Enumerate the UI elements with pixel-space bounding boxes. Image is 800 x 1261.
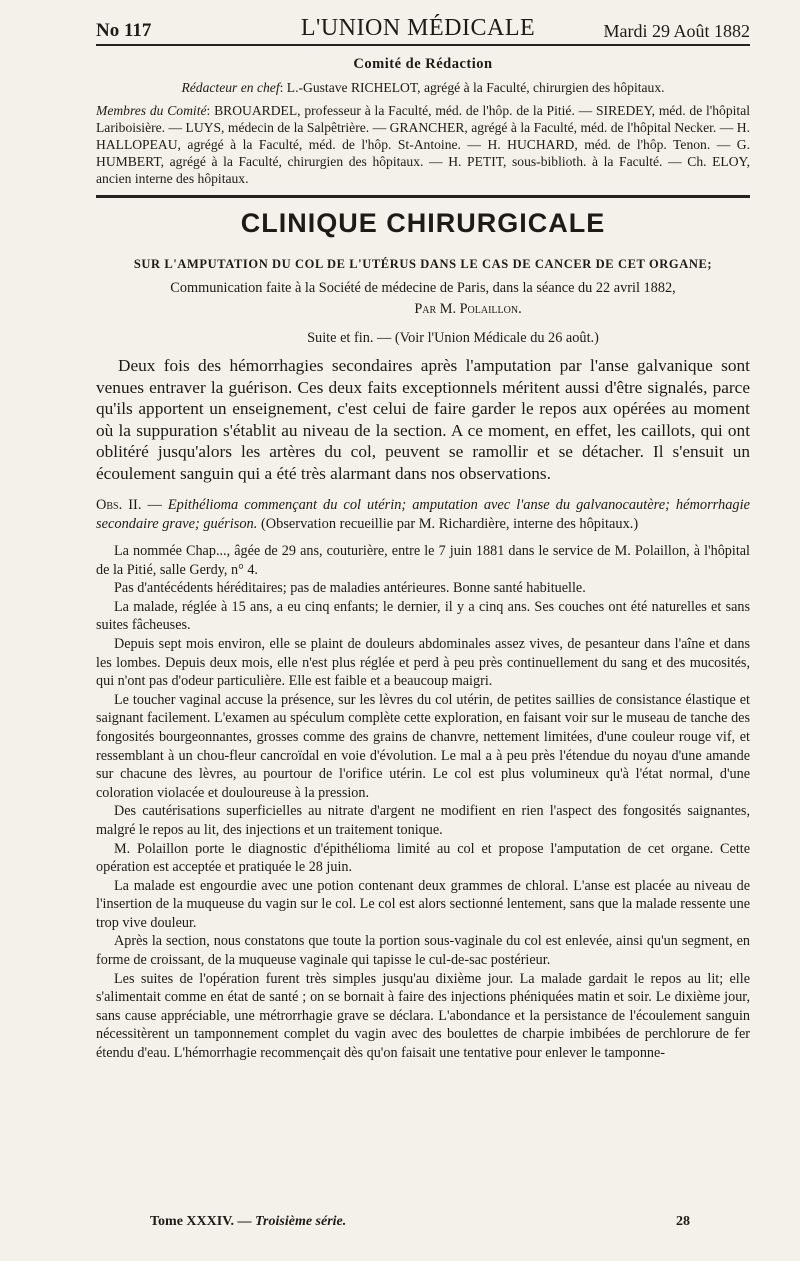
committee-members [96, 102, 750, 187]
section-title: CLINIQUE CHIRURGICALE [240, 208, 606, 238]
committee-members-text: : BROUARDEL, professeur à la Faculté, méd. de l'hôp. de la Pitié. — SIREDEY, méd. de l'hôpital Lariboisière. — LUYS, médecin de la Salpêtrière. — GRANCHER, agrégé à la Faculté, méd. de l'hôpital Necker. — H. HALLOPEAU, agrégé à la Faculté, méd. de l'hôp. St-Antoine. — H. HUCHARD, méd. de l'hôp. Tenon. — G. HUMBERT, agrégé à la Faculté, chirurgien des hôpitaux. — H. PETIT, sous-biblioth. à la Faculté. — Ch. ELOY, ancien interne des hôpitaux. [96, 103, 750, 186]
issue-number: No 117 [96, 20, 152, 41]
journal-title: L'UNION MÉDICALE [300, 15, 536, 41]
observation-title-rest: (Observation recueillie par M. Richardière, interne des hôpitaux.) [260, 516, 639, 532]
page-number: 28 [676, 1214, 690, 1229]
article-headline: SUR L'AMPUTATION DU COL DE L'UTÉRUS DANS LE CAS DE CANCER DE CET ORGANE; [133, 257, 713, 271]
issue-date: Mardi 29 Août 1882 [603, 21, 750, 41]
footer-volume [150, 1214, 346, 1230]
editor-in-chief-label: Rédacteur en chef [181, 80, 280, 95]
body-paragraph: Le toucher vaginal accuse la présence, sur les lèvres du col utérin, de petites saillies de consistance élastique et saignant facilement. L'examen au spéculum complète cette exploration, en faisant voir sur le museau de tanche des fongosités bourgeonnantes, grosses comme des grains de chanvre, nettement limitées, d'une couleur rouge vif, et ressemblant à un chou-fleur cancroïdal en voie d'évolution. Le mal a à peu près l'étendue du noyau d'une amande sur chacune des lèvres, au pourtour de l'orifice utérin. Le col est plus volumineux qu'à l'état normal, d'une coloration violacée et douloureuse à la pression. [96, 691, 750, 801]
lead-paragraph: Deux fois des hémorrhagies secondaires après l'amputation par l'anse galvanique sont venues entraver la guérison. Ces deux faits exceptionnels méritent aussi d'être signalés, parce qu'ils apportent un enseignement, c'est celui de faire garder le repos aux opérées au moment où la suppuration s'établit au niveau de la section. A ce moment, en effet, les caillots, qui ont oblitéré jusqu'alors les artères du col, peuvent se ramollir et se détacher. Il s'ensuit un écoulement sanguin qui a été très alarmant dans nos observations. [96, 356, 750, 483]
footer-series: Troisième série. [255, 1214, 347, 1229]
article-continuation-note: Suite et fin. — (Voir l'Union Médicale du 26 août.) [307, 330, 599, 346]
footer-tome: Tome XXXIV. — [150, 1214, 252, 1229]
body-paragraph: La malade, réglée à 15 ans, a eu cinq enfants; le dernier, il y a cinq ans. Ses couches ont été naturelles et sans suites fâcheuses. [96, 598, 750, 634]
editor-in-chief-text: : L.-Gustave RICHELOT, agrégé à la Faculté, chirurgien des hôpitaux. [279, 80, 665, 95]
masthead [96, 12, 750, 46]
observation-title [96, 496, 750, 534]
committee-members-label: Membres du Comité [96, 103, 207, 118]
body-paragraph: Les suites de l'opération furent très simples jusqu'au dixième jour. La malade gardait le repos au lit; elle s'alimentait comme en état de santé ; on se bornait à faire des injections phéniquées matin et soir. Le dixième jour, sans cause appréciable, une métrorrhagie grave se déclara. L'abondance et la persistance de l'écoulement sanguin nécessitèrent un tamponnement complet du vagin avec des boulettes de charpie imbibées de perchlorure de fer étendu d'eau. L'hémorrhagie recommençait dès qu'on faisait une tentative pour enlever le tamponne- [96, 970, 750, 1062]
body-paragraph: Pas d'antécédents héréditaires; pas de maladies antérieures. Bonne santé habituelle. [114, 580, 586, 597]
editorial-committee [96, 56, 750, 187]
body-paragraph: La nommée Chap..., âgée de 29 ans, couturière, entre le 7 juin 1881 dans le service de M. Polaillon, à l'hôpital de la Pitié, salle Gerdy, n° 4. [96, 543, 750, 578]
article-communication: Communication faite à la Société de médecine de Paris, dans la séance du 22 avril 1882, [170, 280, 676, 296]
observation-label: Obs. II. — [96, 497, 162, 513]
lead-section [96, 355, 750, 484]
observation-title-italic: Epithélioma commençant du col utérin; amputation avec l'anse du galvanocautère; hémorrhagie secondaire grave; guérison. [96, 497, 750, 532]
body-paragraph: M. Polaillon porte le diagnostic d'épithélioma limité au col et propose l'amputation de cet organe. Cette opération est acceptée et pratiquée le 28 juin. [96, 840, 750, 876]
body-paragraph: Après la section, nous constatons que toute la portion sous-vaginale du col est enlevée, ainsi qu'un segment, en forme de croissant, de la muqueuse vaginale qui tapisse le cul-de-sac postérieur. [96, 933, 750, 969]
body-paragraph: La malade est engourdie avec une potion contenant deux grammes de chloral. L'anse est placée au niveau de l'insertion de la muqueuse du vagin sur le col. Le col est alors sectionné lentement, sans que la malade ressente une trop vive douleur. [96, 877, 750, 931]
observation-section [96, 496, 750, 1063]
editor-in-chief [96, 79, 750, 96]
page-footer [150, 1214, 690, 1230]
article-author: Par M. Polaillon. [414, 301, 522, 317]
committee-title: Comité de Rédaction [353, 56, 493, 72]
body-paragraph: Depuis sept mois environ, elle se plaint de douleurs abdominales assez vives, de pesanteur dans l'aîne et dans les lombes. Depuis deux mois, elle n'est plus réglée et perd à peu près continuellement du sang et des mucosités, qui n'ont pas d'odeur particulière. Elle est faible et a beaucoup maigri. [96, 635, 750, 690]
section-divider [96, 195, 750, 198]
body-paragraph: Des cautérisations superficielles au nitrate d'argent ne modifient en rien l'aspect des fongosités saignantes, malgré le repos au lit, des injections et un traitement tonique. [96, 803, 750, 838]
